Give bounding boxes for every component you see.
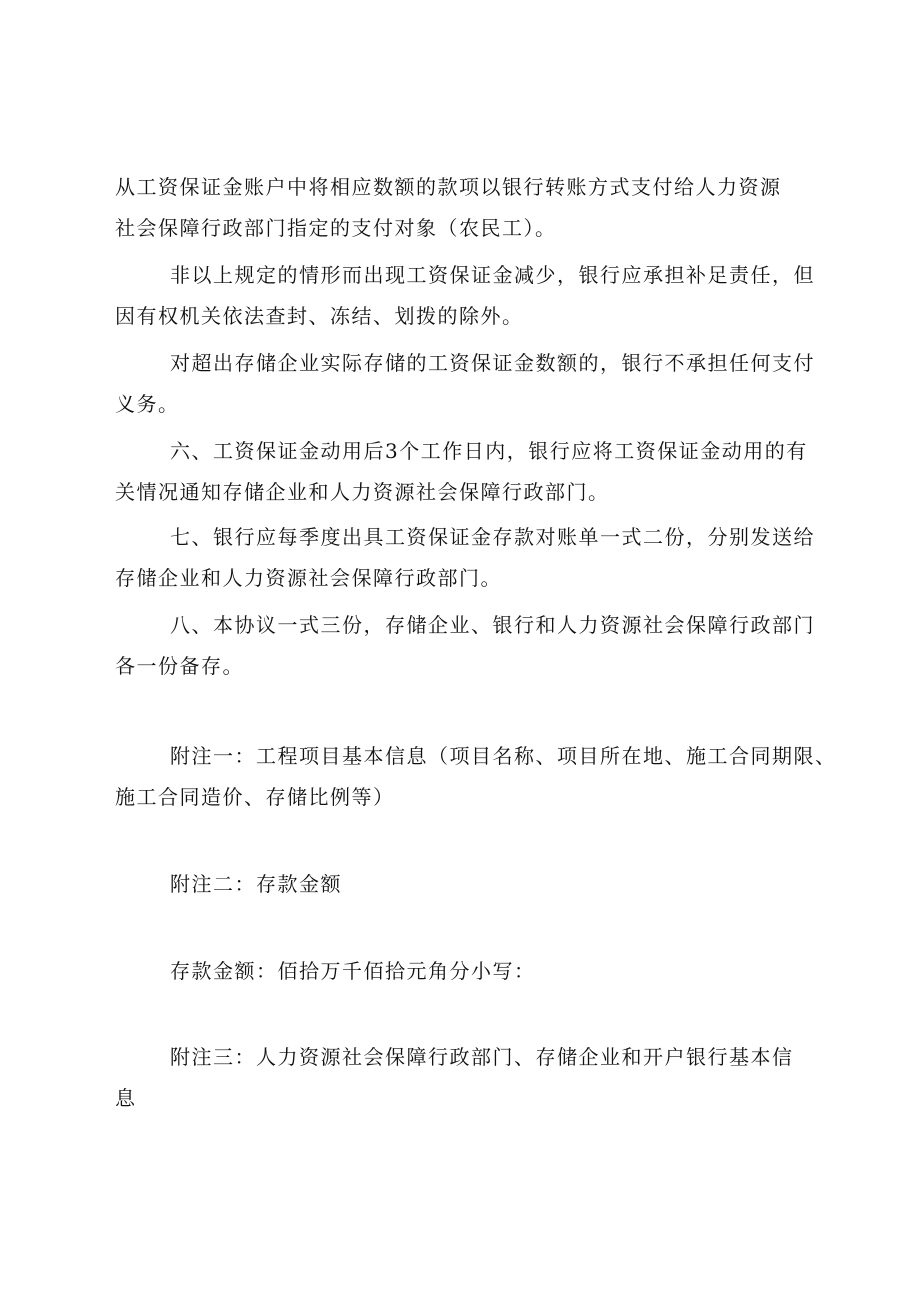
clause-seven-line: 七、银行应每季度出具工资保证金存款对账单一式二份，分别发送给: [170, 525, 815, 549]
clause-seven-line: 存储企业和人力资源社会保障行政部门。: [115, 566, 502, 590]
clause-eight-line: 八、本协议一式三份，存储企业、银行和人力资源社会保障行政部门: [170, 613, 815, 637]
note-three-line: 息: [115, 1086, 137, 1110]
paragraph-line: 因有权机关依法查封、冻结、划拨的除外。: [115, 304, 524, 328]
paragraph-line: 非以上规定的情形而出现工资保证金减少，银行应承担补足责任，但: [170, 263, 815, 287]
note-two-line: 附注二：存款金额: [170, 872, 342, 896]
clause-six-line: 关情况通知存储企业和人力资源社会保障行政部门。: [115, 480, 610, 504]
paragraph-line: 从工资保证金账户中将相应数额的款项以银行转账方式支付给人力资源: [115, 175, 782, 199]
deposit-amount-line: 存款金额：佰拾万千佰拾元角分小写：: [170, 959, 536, 983]
paragraph-line: 社会保障行政部门指定的支付对象（农民工）。: [115, 216, 557, 240]
paragraph-line: 义务。: [115, 392, 180, 416]
note-three-line: 附注三：人力资源社会保障行政部门、存储企业和开户银行基本信: [170, 1045, 794, 1069]
clause-eight-line: 各一份备存。: [115, 654, 244, 678]
paragraph-line: 对超出存储企业实际存储的工资保证金数额的，银行不承担任何支付: [170, 351, 815, 375]
clause-six-line: 六、工资保证金动用后3个工作日内，银行应将工资保证金动用的有: [170, 439, 808, 463]
note-one-line: 附注一：工程项目基本信息（项目名称、项目所在地、施工合同期限、: [170, 744, 837, 768]
note-one-line: 施工合同造价、存储比例等）: [115, 785, 395, 809]
